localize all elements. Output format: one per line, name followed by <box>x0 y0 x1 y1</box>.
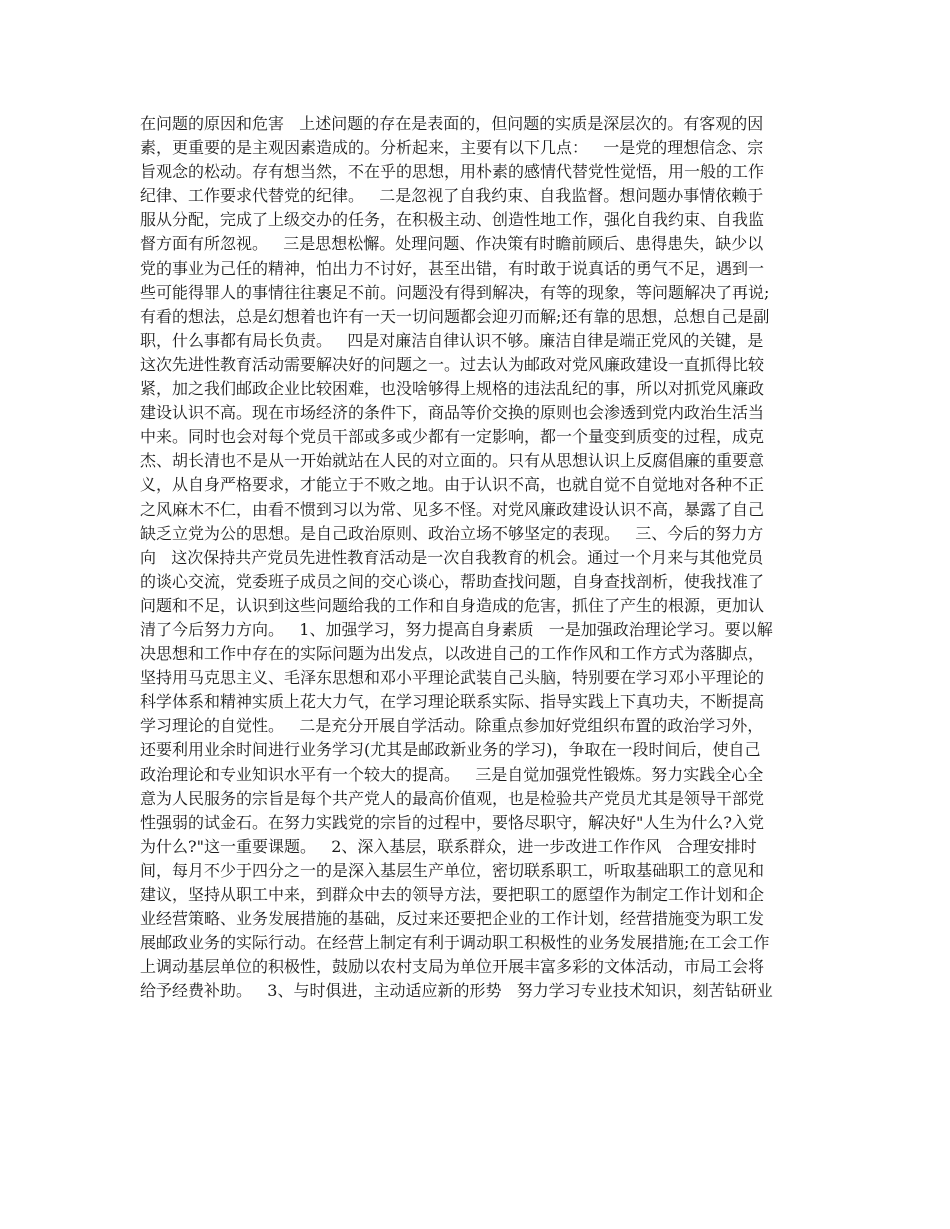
text-line: 的谈心交流，党委班子成员之间的交心谈心，帮助查找问题，自身查找剖析，使我找准了 <box>140 571 765 591</box>
text-line: 缺乏立党为公的思想。是自己政治原则、政治立场不够坚定的表现。 三、今后的努力方 <box>140 523 764 543</box>
text-line: 纪律、工作要求代替党的纪律。 二是忽视了自我约束、自我监督。想问题办事情依赖于 <box>140 186 764 206</box>
text-line: 有看的想法，总是幻想着也许有一天一切问题都会迎刃而解;还有靠的思想，总想自己是副 <box>140 306 770 326</box>
text-line: 向 这次保持共产党员先进性教育活动是一次自我教育的机会。通过一个月来与其他党员 <box>140 547 764 567</box>
text-line: 意为人民服务的宗旨是每个共产党人的最高价值观，也是检验共产党员尤其是领导干部党 <box>140 788 765 808</box>
text-line: 还要利用业余时间进行业务学习(尤其是邮政新业务的学习)，争取在一段时间后，使自己 <box>140 740 761 760</box>
text-line: 决思想和工作中存在的实际问题为出发点，以改进自己的工作作风和工作方式为落脚点， <box>140 644 765 664</box>
text-line: 之风麻木不仁，由看不惯到习以为常、见多不怪。对党风廉政建设认识不高，暴露了自己 <box>140 499 765 519</box>
text-line: 科学体系和精神实质上花大力气，在学习理论联系实际、指导实践上下真功夫，不断提高 <box>140 692 765 712</box>
text-line: 为什么?"这一重要课题。 2、深入基层，联系群众，进一步改进工作作风 合理安排时 <box>140 836 757 856</box>
text-line: 旨观念的松动。存有想当然，不在乎的思想，用朴素的感情代替党性觉悟，用一般的工作 <box>140 162 765 182</box>
text-line: 紧，加之我们邮政企业比较困难，也没啥够得上规格的违法乱纪的事，所以对抓党风廉政 <box>140 379 765 399</box>
text-line: 杰、胡长清也不是从一开始就站在人民的对立面的。只有从思想认识上反腐倡廉的重要意 <box>140 451 765 471</box>
text-line: 些可能得罪人的事情往往裹足不前。问题没有得到解决，有等的现象，等问题解决了再说; <box>140 282 770 302</box>
text-line: 党的事业为己任的精神，怕出力不讨好，甚至出错，有时敢于说真话的勇气不足，遇到一 <box>140 258 765 278</box>
text-line: 间，每月不少于四分之一的是深入基层生产单位，密切联系职工，听取基础职工的意见和 <box>140 860 765 880</box>
text-line: 坚持用马克思主义、毛泽东思想和邓小平理论武装自己头脑，特别要在学习邓小平理论的 <box>140 668 765 688</box>
text-line: 职，什么事都有局长负责。 四是对廉洁自律认识不够。廉洁自律是端正党风的关键，是 <box>140 330 764 350</box>
text-line: 上调动基层单位的积极性，鼓励以农村支局为单位开展丰富多彩的文体活动，市局工会将 <box>140 957 765 977</box>
text-line: 在问题的原因和危害 上述问题的存在是表面的，但问题的实质是深层次的。有客观的因 <box>140 114 764 133</box>
text-line: 义，从自身严格要求，才能立于不败之地。由于认识不高，也就自觉不自觉地对各种不正 <box>140 475 765 495</box>
text-line: 这次先进性教育活动需要解决好的问题之一。过去认为邮政对党风廉政建设一直抓得比较 <box>140 354 765 374</box>
text-line: 中来。同时也会对每个党员干部或多或少都有一定影响，都一个量变到质变的过程，成克 <box>140 427 765 447</box>
text-line: 业经营策略、业务发展措施的基础，反过来还要把企业的工作计划，经营措施变为职工发 <box>140 909 765 929</box>
text-line: 清了今后努力方向。 1、加强学习，努力提高自身素质 一是加强政治理论学习。要以解 <box>140 619 773 639</box>
body-text <box>140 112 820 1003</box>
text-line: 服从分配，完成了上级交办的任务，在积极主动、创造性地工作，强化自我约束、自我监 <box>140 210 765 230</box>
text-line: 建议，坚持从职工中来，到群众中去的领导方法，要把职工的愿望作为制定工作计划和企 <box>140 885 765 904</box>
text-line: 政治理论和专业知识水平有一个较大的提高。 三是自觉加强党性锻炼。努力实践全心全 <box>140 764 764 784</box>
text-line: 学习理论的自觉性。 二是充分开展自学活动。除重点参加好党组织布置的政治学习外， <box>140 716 764 736</box>
text-line: 督方面有所忽视。 三是思想松懈。处理问题、作决策有时瞻前顾后、患得患失，缺少以 <box>140 234 764 254</box>
text-line: 问题和不足，认识到这些问题给我的工作和自身造成的危害，抓住了产生的根源，更加认 <box>140 595 765 615</box>
text-line: 给予经费补助。 3、与时俱进，主动适应新的形势 努力学习专业技术知识，刻苦钻研业 <box>140 981 773 1001</box>
text-line: 展邮政业务的实际行动。在经营上制定有利于调动职工积极性的业务发展措施;在工会工作 <box>140 933 770 953</box>
text-line: 建设认识不高。现在市场经济的条件下，商品等价交换的原则也会渗透到党内政治生活当 <box>140 403 765 423</box>
text-line: 性强弱的试金石。在努力实践党的宗旨的过程中，要恪尽职守，解决好"人生为什么?入党 <box>140 812 764 832</box>
text-line: 素，更重要的是主观因素造成的。分析起来，主要有以下几点： 一是党的理想信念、宗 <box>140 138 764 158</box>
